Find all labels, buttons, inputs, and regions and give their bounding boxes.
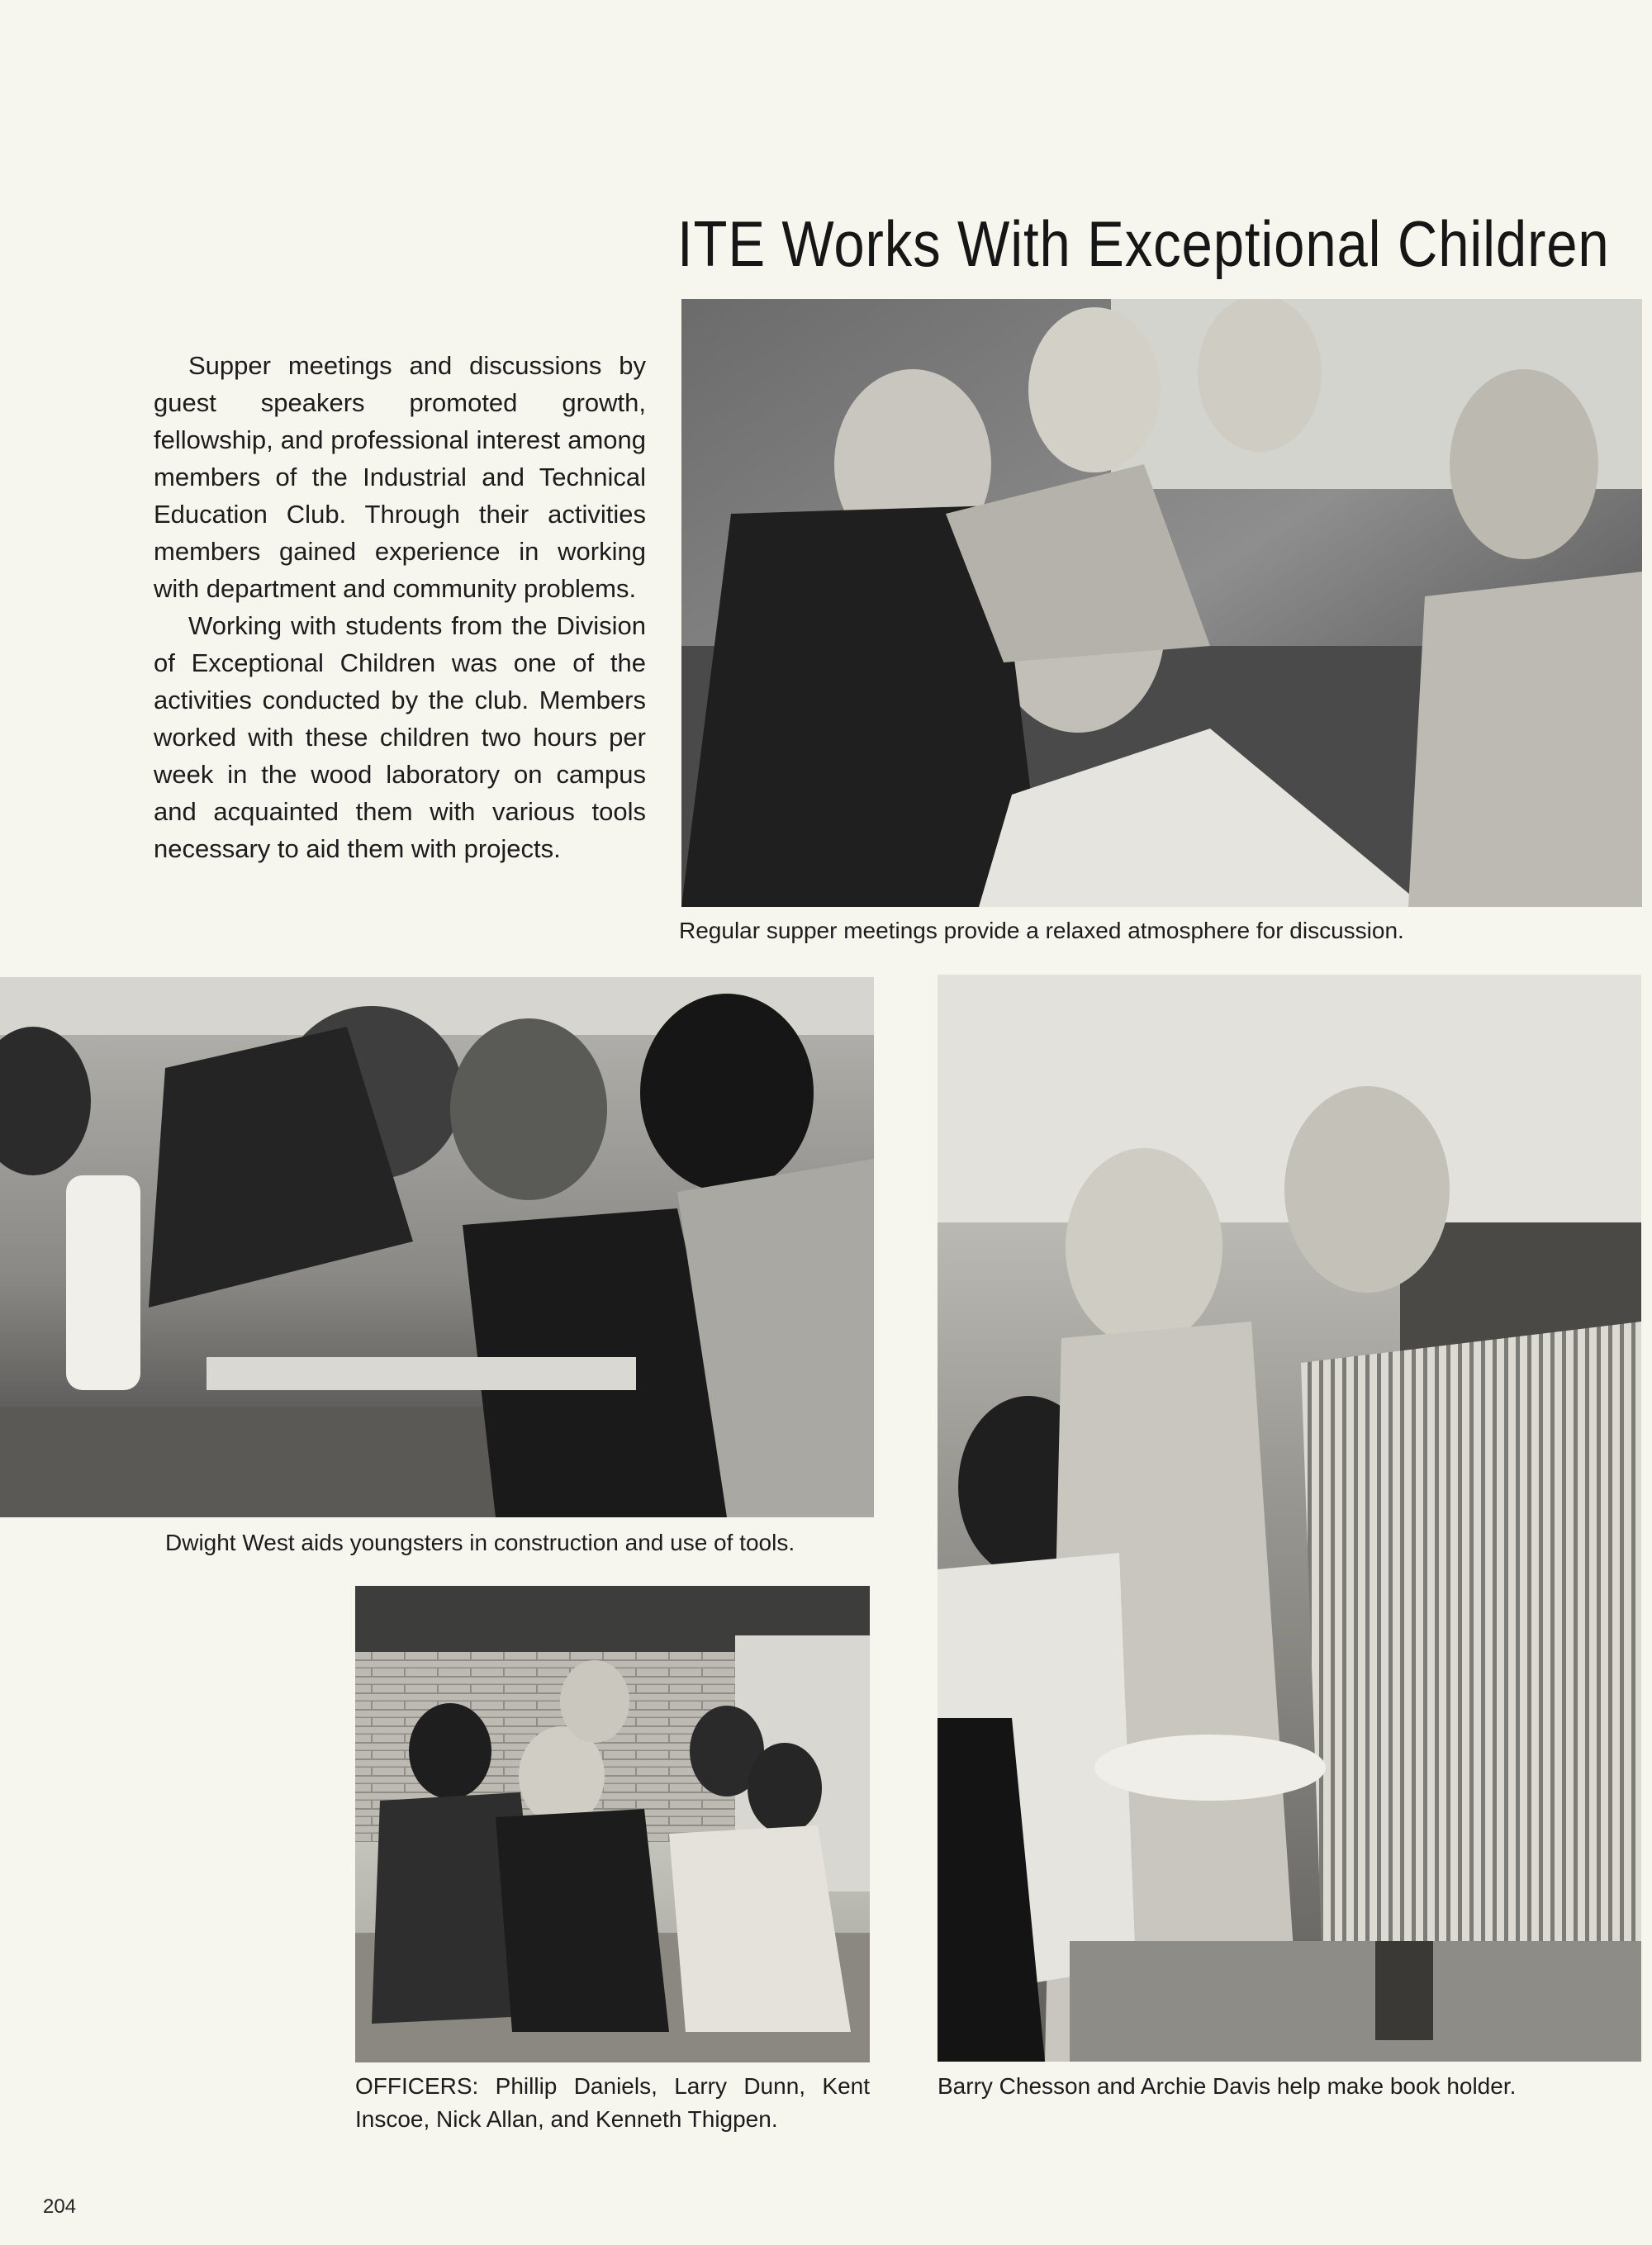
tools-photo [0,977,874,1517]
book-holder-caption: Barry Chesson and Archie Davis help make book holder. [938,2073,1517,2099]
book-holder-photo [938,975,1641,2062]
officers-caption: OFFICERS: Phillip Daniels, Larry Dunn, Kent Inscoe, Nick Allan, and Kenneth Thigpen. [355,2073,870,2132]
supper-meeting-photo [681,299,1642,907]
article-paragraph-1: Supper meetings and discussions by guest speakers promoted growth, fellowship, and professional interest among members of the Industrial and Technical Education Club. Through their activities members gained experience in working with department and community problems. [154,351,646,603]
page-headline: ITE Works With Exceptional Children [677,207,1610,280]
article-paragraph-2: Working with students from the Division of Exceptional Children was one of the activities conducted by the club. Members worked with these children two hours per week in the wood laboratory on campus and acquainted them with various tools necessary to aid them with projects. [154,611,646,863]
article-body [154,347,646,867]
page-number: 204 [43,2195,77,2218]
tools-caption: Dwight West aids youngsters in construction and use of tools. [165,1530,795,1555]
supper-meeting-caption: Regular supper meetings provide a relaxed atmosphere for discussion. [679,918,1404,943]
officers-photo [355,1586,870,2062]
